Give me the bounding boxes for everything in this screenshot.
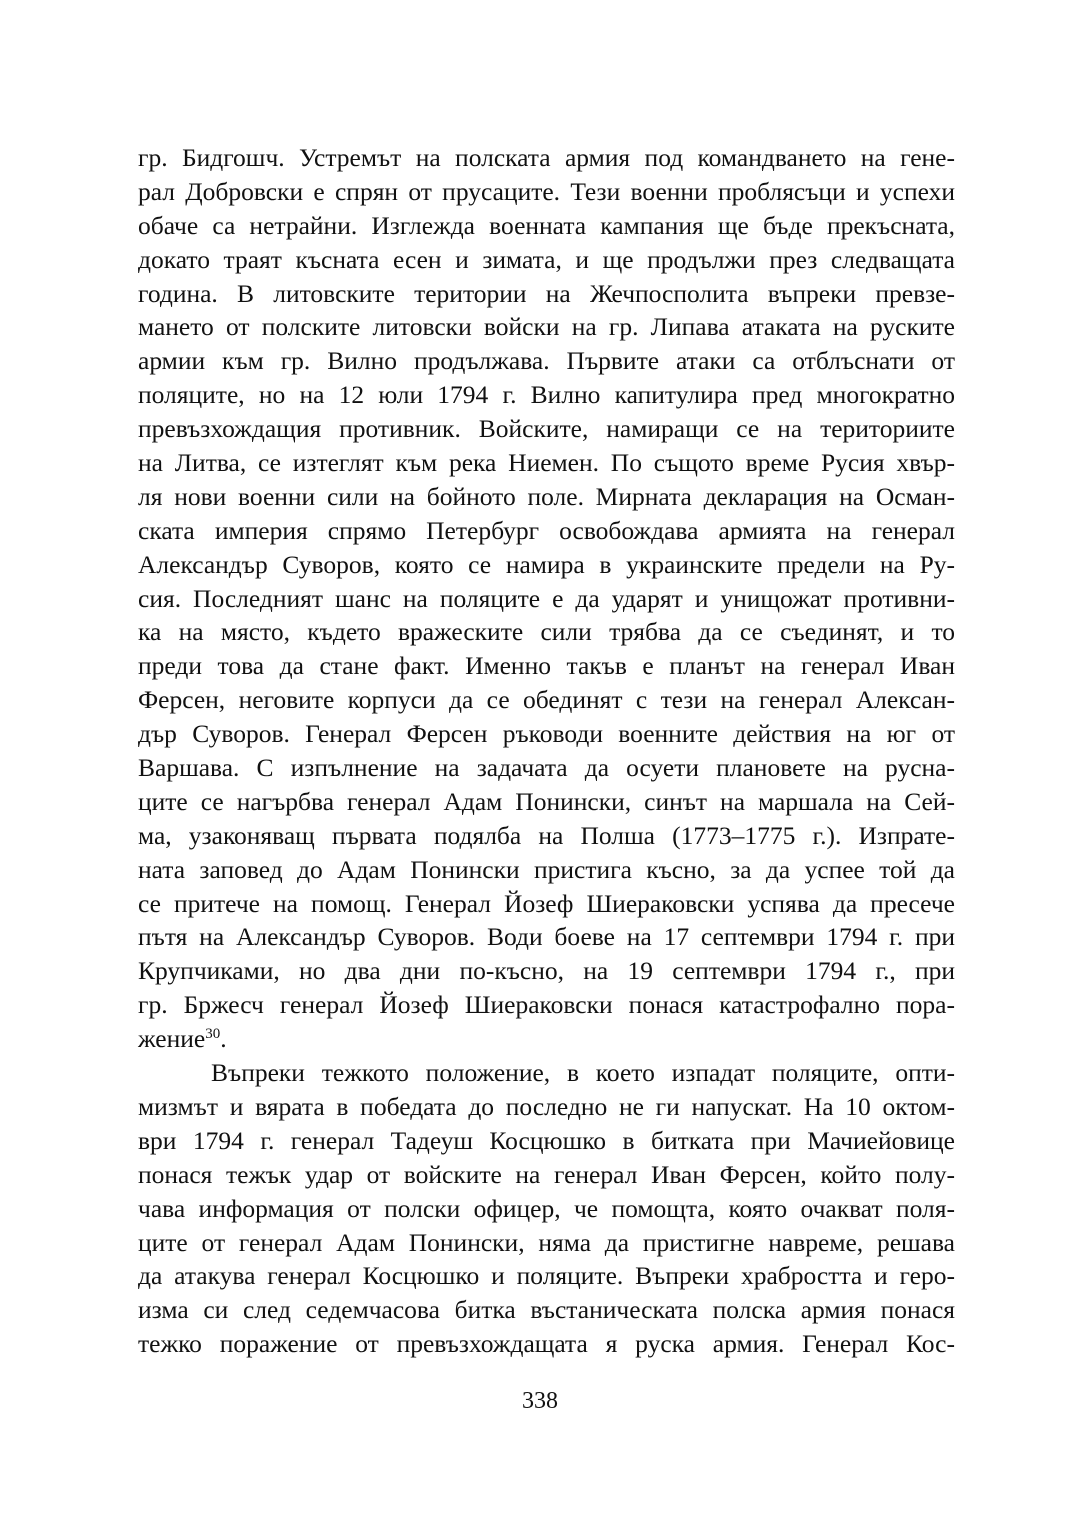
text-line: на Литва, се изтеглят към река Ниемен. По същото време Русия хвър- — [138, 448, 955, 478]
text-line: чава информация от полски офицер, че помощта, която очакват поля- — [138, 1193, 955, 1223]
text-line: гр. Бржесч генерал Йозеф Шиераковски понася катастрофално пора- — [138, 990, 955, 1020]
text-line: пътя на Александър Суворов. Води боеве на 17 септември 1794 г. при — [138, 922, 955, 952]
page-number: 338 — [522, 1388, 558, 1414]
text-line: се притече на помощ. Генерал Йозеф Шиераковски успява да пресече — [138, 888, 955, 918]
text-line: година. В литовските територии на Жечпосполита въпреки превзе- — [138, 278, 955, 308]
text-line: ците се нагърбва генерал Адам Понински, синът на маршала на Сей- — [138, 786, 955, 816]
text-line: тежко поражение от превъзхождащата я руска армия. Генерал Кос- — [138, 1329, 955, 1359]
text-line: да атакува генерал Косцюшко и поляците. Въпреки храбростта и геро- — [138, 1261, 955, 1291]
text-line: обаче са нетрайни. Изглежда военната кампания ще бъде прекъсната, — [138, 210, 955, 240]
text-line: сия. Последният шанс на поляците е да ударят и унищожат противни- — [138, 583, 955, 613]
text-line: гр. Бидгошч. Устремът на полската армия под командването на гене- — [138, 143, 955, 172]
text-line: Ферсен, неговите корпуси да се обединят с тези на генерал Алексан- — [138, 685, 955, 715]
text-line: рал Добровски е спрян от прусаците. Тези военни проблясъци и успехи — [138, 176, 955, 206]
text-line: Крупчиками, но два дни по-късно, на 19 септември 1794 г., при — [138, 956, 955, 986]
paragraph-1 — [138, 141, 955, 1056]
text-line-last — [138, 1022, 955, 1056]
body-text — [138, 141, 955, 1361]
last-line-word: жение — [138, 1024, 206, 1054]
text-line: преди това да стане факт. Именно такъв е планът на генерал Иван — [138, 651, 955, 681]
text-line: ка на място, където вражеските сили трябва да се съединят, и то — [138, 617, 955, 647]
text-line: изма си след седемчасова битка въстаническата полска армия понася — [138, 1295, 955, 1325]
text-line: ците от генерал Адам Понински, няма да пристигне навреме, решава — [138, 1227, 955, 1257]
text-line-indented: Въпреки тежкото положение, в което изпадат поляците, опти- — [211, 1058, 955, 1088]
text-line: Варшава. С изпълнение на задачата да осуети плановете на русна- — [138, 753, 955, 783]
text-line: армии към гр. Вилно продължава. Първите атаки са отблъснати от — [138, 346, 955, 376]
text-line: ма, узаконяващ първата подялба на Полша (1773–1775 г.). Изпрате- — [138, 820, 955, 850]
footnote-reference[interactable]: 30 — [205, 1026, 221, 1043]
text-line: мизмът и вярата в победата до последно не ги напускат. На 10 октом- — [138, 1091, 955, 1121]
text-line: превъзхождащия противник. Войските, намиращи се на териториите — [138, 414, 955, 444]
text-line: дър Суворов. Генерал Ферсен ръководи военните действия на юг от — [138, 719, 955, 749]
text-line: понася тежък удар от войските на генерал Иван Ферсен, който полу- — [138, 1159, 955, 1189]
text-line: докато траят късната есен и зимата, и ще продължи през следващата — [138, 244, 955, 274]
text-line: ври 1794 г. генерал Тадеуш Косцюшко в битката при Мачиейовице — [138, 1125, 955, 1155]
text-line: мането от полските литовски войски на гр. Липава атаката на руските — [138, 312, 955, 342]
text-line: ската империя спрямо Петербург освобождава армията на генерал — [138, 515, 955, 545]
paragraph-2 — [138, 1056, 955, 1361]
text-line: Александър Суворов, която се намира в украинските предели на Ру- — [138, 549, 955, 579]
last-line-period: . — [220, 1024, 227, 1054]
text-line: ната заповед до Адам Понински пристига късно, за да успее той да — [138, 854, 955, 884]
text-line: поляците, но на 12 юли 1794 г. Вилно капитулира пред многократно — [138, 380, 955, 410]
text-line: ля нови военни сили на бойното поле. Мирната декларация на Осман- — [138, 481, 955, 511]
